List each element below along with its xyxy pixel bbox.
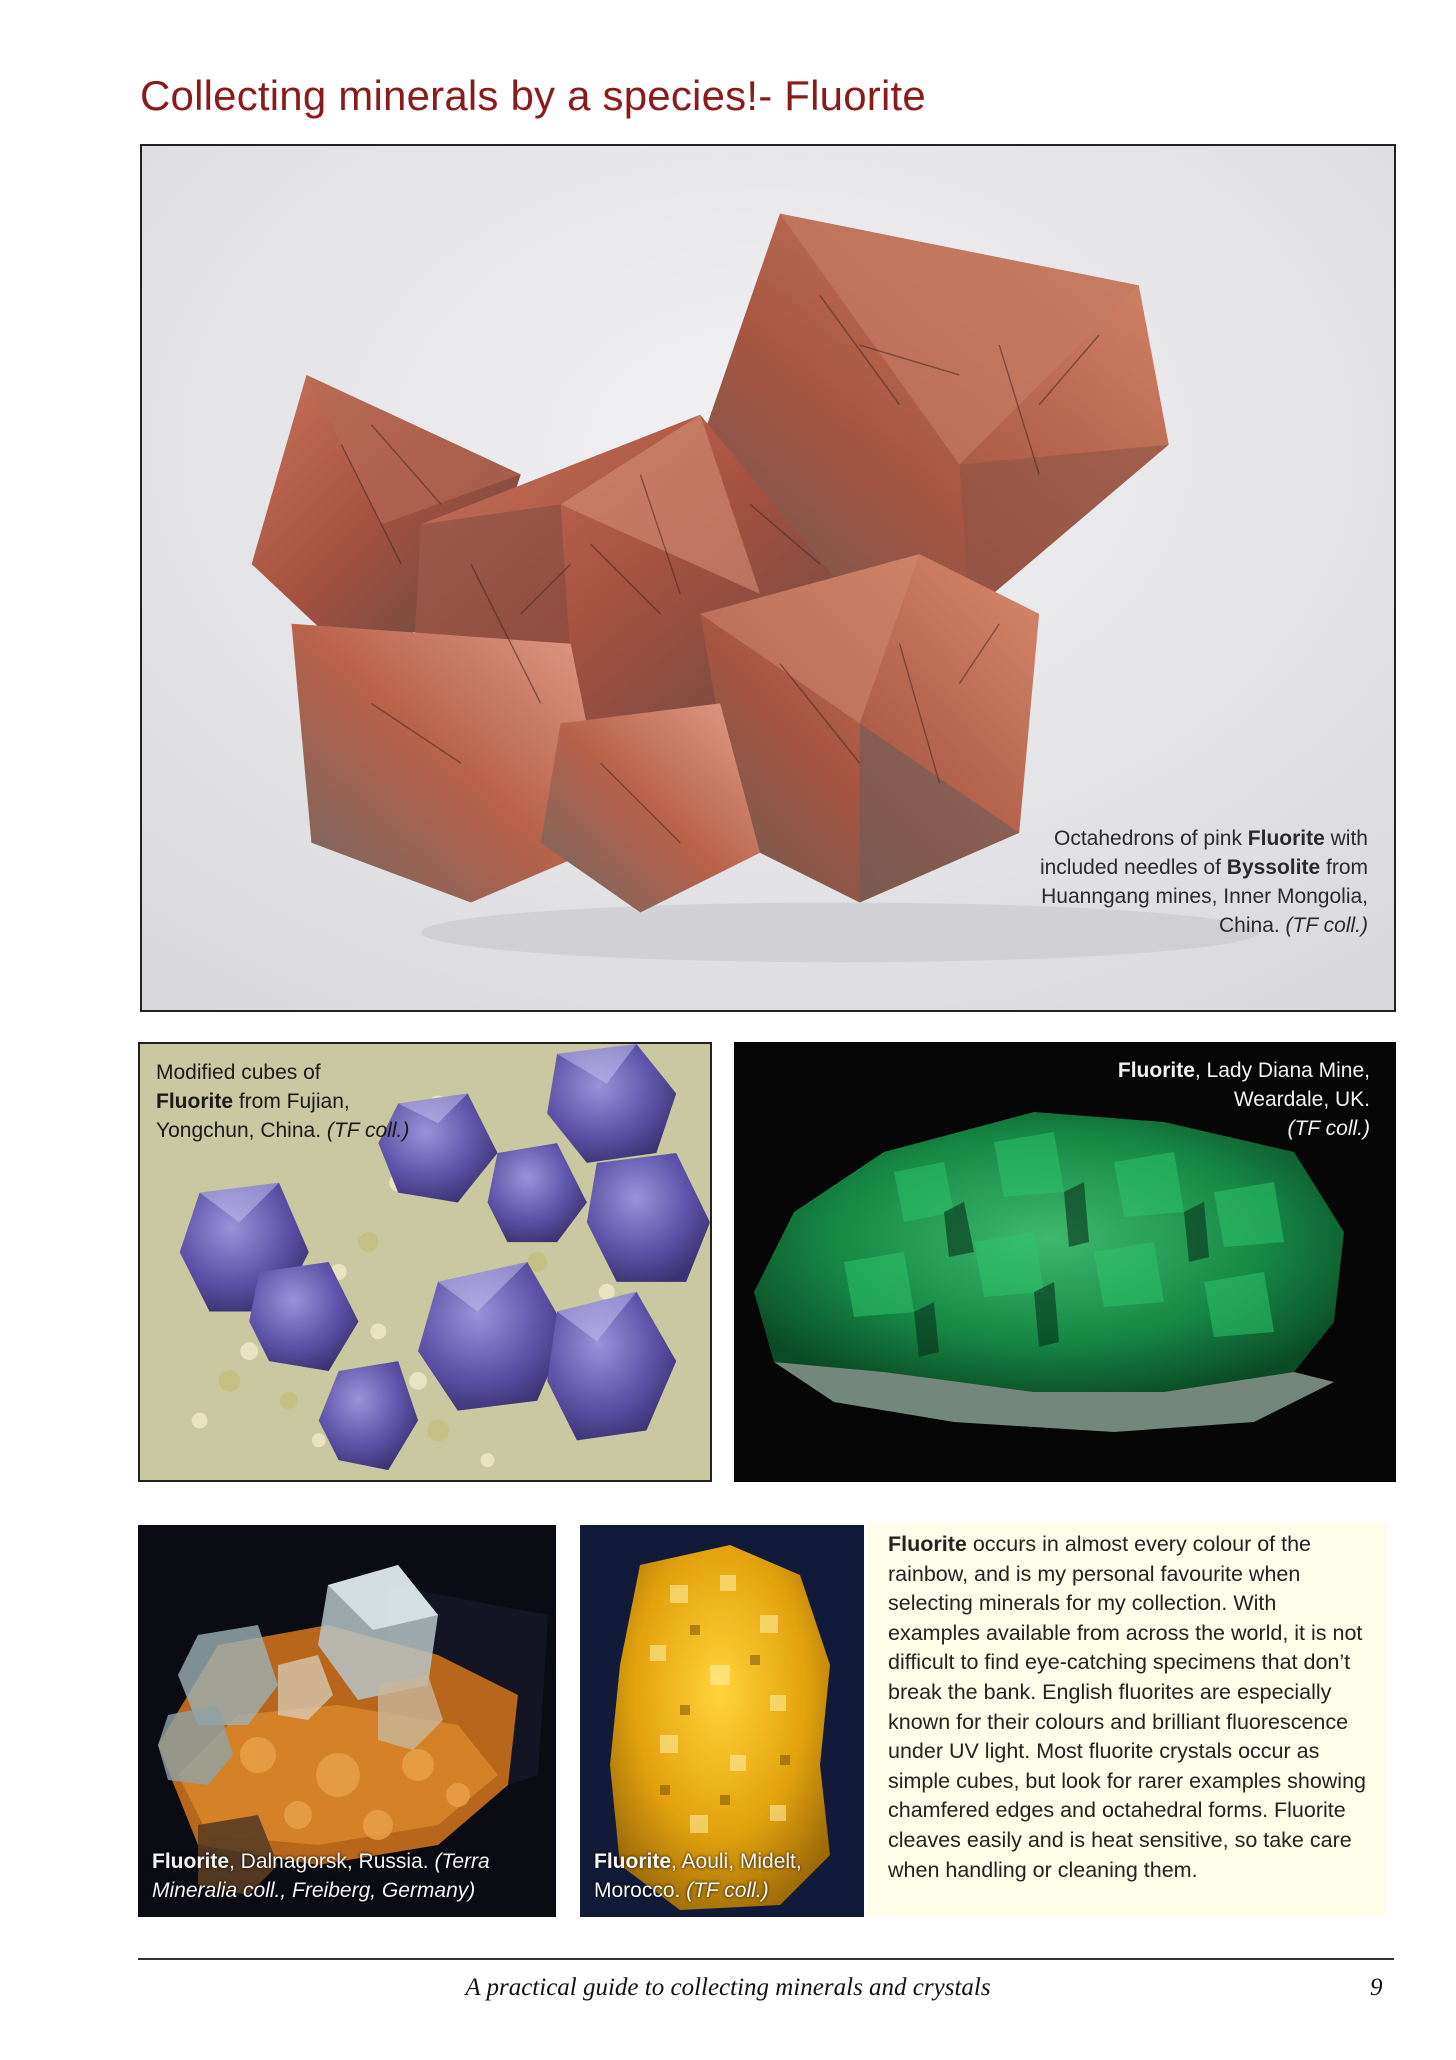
caption-mineral-name: Fluorite [152,1850,229,1873]
caption-orange-fluorite [152,1847,552,1905]
caption-collection: (TF coll.) [326,1119,410,1142]
caption-purple-fluorite [156,1058,416,1145]
photo-purple-fluorite [138,1042,712,1482]
caption-mineral-name: Fluorite [594,1850,671,1873]
caption-collection: (Terra Mineralia coll., Freiberg, Germany) [152,1850,490,1902]
caption-green-fluorite [1070,1056,1370,1143]
caption-mineral-name: Fluorite [1247,827,1325,850]
caption-mineral-name: Fluorite [156,1090,233,1113]
caption-collection: (TF coll.) [686,1879,769,1902]
caption-text: Octahedrons of pink [1054,827,1242,850]
caption-text: from Huanngang mines, Inner Mongolia, China. [1041,856,1368,937]
caption-text: Modified cubes of [156,1061,321,1084]
page-number: 9 [1370,1974,1383,2001]
caption-collection: (TF coll.) [1285,914,1368,937]
article-body: occurs in almost every colour of the rainbow, and is my personal favourite when selecting minerals for my collection. With examples available from across the world, it is not difficult to find eye-catching specimens that don’t break the bank. English fluorites are especially known for their colours and brilliant fluorescence under UV light. Most fluorite crystals occur as simple cubes, but look for rarer examples showing chamfered edges and octahedral forms. Fluorite cleaves easily and is heat sensitive, so take care when handling or cleaning them. [888,1532,1366,1882]
caption-pink-fluorite [1038,824,1368,940]
footer-title: A practical guide to collecting minerals and crystals [465,1974,991,2001]
caption-collection: (TF coll.) [1287,1117,1370,1140]
page-title: Collecting minerals by a species!- Fluorite [140,72,926,119]
caption-yellow-fluorite [594,1847,854,1905]
caption-text: , Dalnagorsk, Russia. [229,1850,429,1873]
photo-green-fluorite [734,1042,1396,1482]
article-lead: Fluorite [888,1532,967,1556]
caption-text: , Lady Diana Mine, Weardale, UK. [1194,1059,1370,1111]
article-text-box [868,1522,1386,1916]
photo-orange-fluorite [138,1525,556,1917]
caption-mineral-name: Fluorite [1117,1059,1195,1082]
caption-text: , Aouli, Midelt, Morocco. [594,1850,802,1902]
caption-mineral-name: Byssolite [1226,856,1321,879]
footer-divider [138,1958,1394,1960]
photo-pink-fluorite [140,144,1396,1012]
photo-yellow-fluorite [580,1525,864,1917]
caption-text: with included needles of [1039,827,1368,879]
caption-text: from Fujian, Yongchun, China. [156,1090,350,1142]
